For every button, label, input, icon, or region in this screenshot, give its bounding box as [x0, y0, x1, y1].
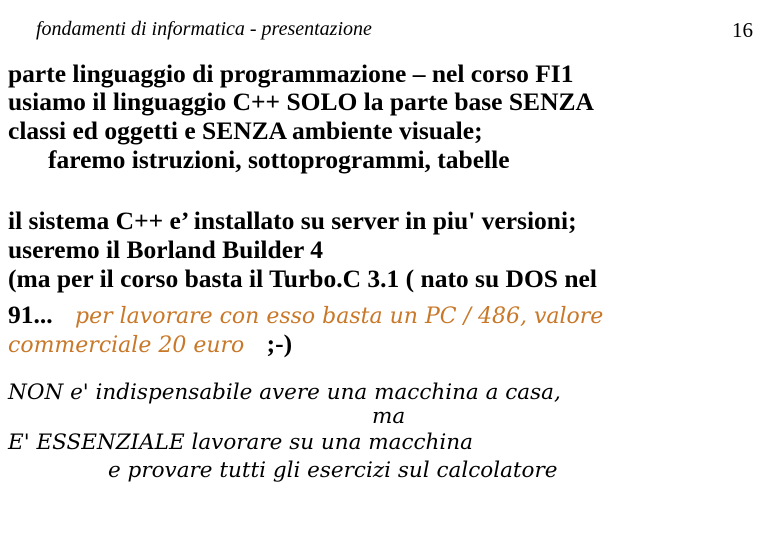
paragraph-line: faremo istruzioni, sottoprogrammi, tabelle	[48, 145, 510, 174]
paragraph-line: E' ESSENZIALE lavorare su una macchina	[8, 430, 473, 455]
paragraph-line: e provare tutti gli esercizi sul calcolatore	[108, 458, 558, 483]
paragraph-line	[8, 330, 292, 360]
emoticon-text: ;-)	[266, 329, 293, 358]
paragraph-line: useremo il Borland Builder 4	[8, 235, 324, 264]
paragraph-line: il sistema C++ e’ installato su server in piu' versioni;	[8, 206, 577, 235]
page-number: 16	[732, 18, 753, 42]
paragraph-line: parte linguaggio di programmazione – nel corso FI1	[8, 59, 574, 88]
paragraph-line: NON e' indispensabile avere una macchina a casa,	[8, 380, 561, 405]
paragraph-line: classi ed oggetti e SENZA ambiente visuale;	[8, 116, 483, 145]
paragraph-line: usiamo il linguaggio C++ SOLO la parte base SENZA	[8, 87, 594, 116]
paragraph-line	[8, 301, 603, 331]
paragraph-line: (ma per il corso basta il Turbo.C 3.1 ( nato su DOS nel	[8, 264, 597, 293]
highlight-text: per lavorare con esso basta un PC / 486, valore	[75, 304, 604, 329]
year-text: 91...	[8, 300, 53, 329]
highlight-text: commerciale 20 euro	[8, 333, 245, 358]
slide-header-title: fondamenti di informatica - presentazione	[36, 18, 372, 40]
paragraph-line: ma	[372, 404, 406, 429]
